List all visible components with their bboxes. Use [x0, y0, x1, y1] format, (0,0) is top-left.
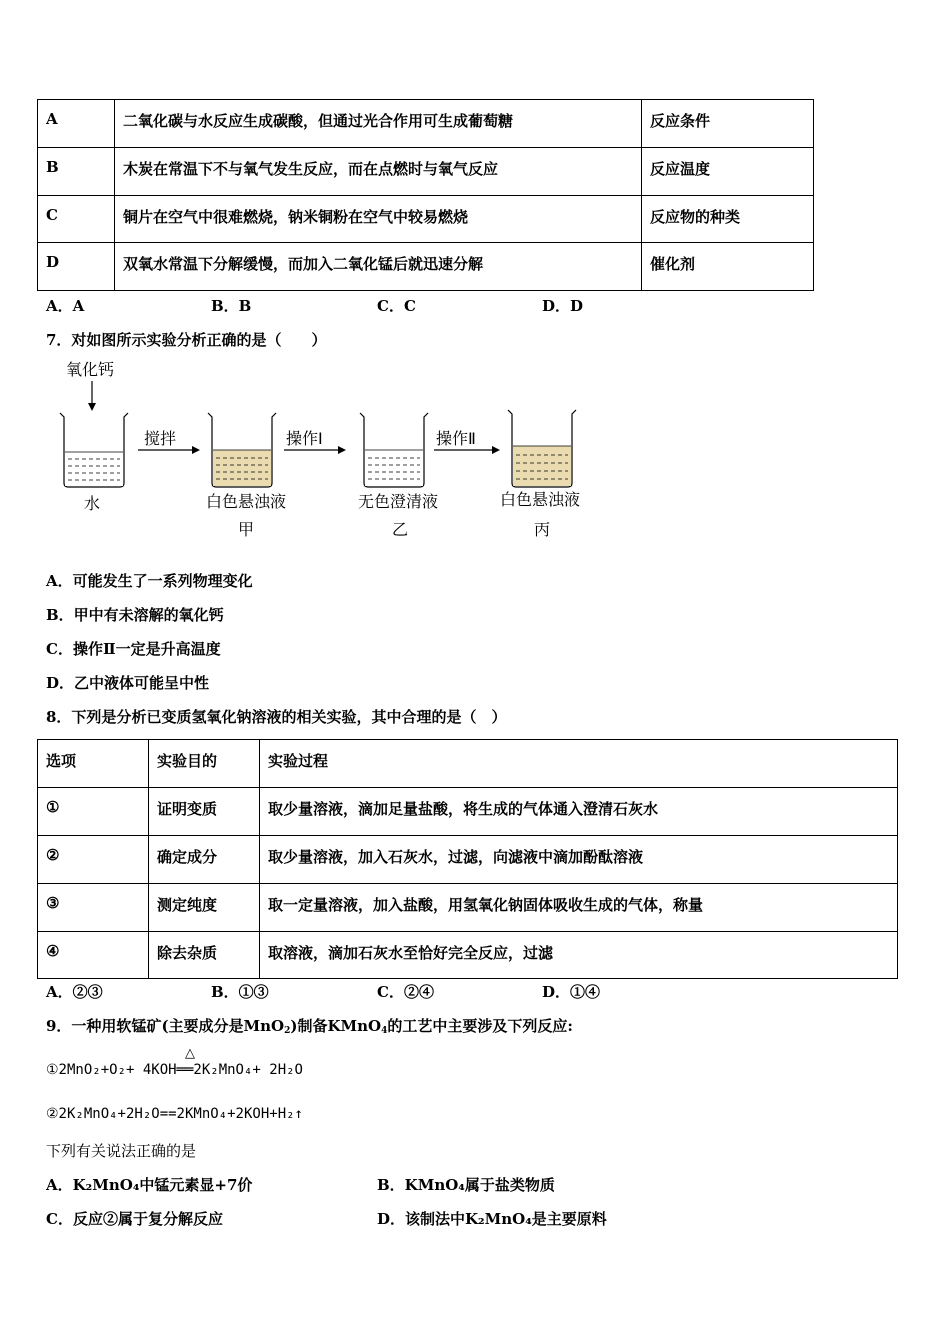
choice-a[interactable]: A．A — [46, 297, 85, 315]
label-water: 水 — [84, 494, 101, 513]
row-process: 取一定量溶液，加入盐酸，用氢氧化钠固体吸收生成的气体，称量 — [260, 884, 898, 932]
label-colorless-clear: 无色澄清液 — [358, 492, 439, 511]
q9-option-c[interactable]: C．反应②属于复分解反应 — [46, 1210, 223, 1228]
q7-option-b[interactable]: B．甲中有未溶解的氧化钙 — [46, 606, 224, 624]
label-yi: 乙 — [392, 520, 409, 539]
label-white-suspension-2: 白色悬浊液 — [500, 490, 581, 509]
table-row — [38, 243, 814, 291]
row-option: ① — [38, 788, 149, 836]
row-option: C — [38, 196, 115, 243]
row-option: ③ — [38, 884, 149, 932]
beaker-water — [60, 413, 128, 487]
row-option: ② — [38, 836, 149, 884]
choice-b[interactable]: B．B — [211, 297, 252, 315]
header-option: 选项 — [38, 740, 149, 788]
beaker-bing — [508, 410, 576, 487]
stem-sub: 2 — [284, 1026, 291, 1036]
table-header-row — [38, 740, 898, 788]
choice-c[interactable]: C．C — [377, 297, 416, 315]
table-row — [38, 100, 814, 148]
row-purpose: 除去杂质 — [149, 932, 260, 979]
question-8-stem: 8．下列是分析已变质氢氧化钠溶液的相关实验，其中合理的是（ ） — [46, 708, 507, 726]
row-option: ④ — [38, 932, 149, 979]
row-purpose: 确定成分 — [149, 836, 260, 884]
label-jia: 甲 — [238, 520, 255, 539]
beaker-yi — [360, 413, 428, 487]
label-bing: 丙 — [534, 520, 551, 539]
q7-option-a[interactable]: A．可能发生了一系列物理变化 — [46, 572, 253, 590]
beaker-jia — [208, 413, 276, 487]
stem-sub: 4 — [381, 1026, 388, 1036]
row-factor: 催化剂 — [642, 243, 814, 291]
label-white-suspension: 白色悬浊液 — [206, 492, 287, 511]
header-process: 实验过程 — [260, 740, 898, 788]
row-phenomenon: 双氧水常温下分解缓慢，而加入二氧化锰后就迅速分解 — [115, 243, 642, 291]
table-row — [38, 196, 814, 243]
q8-choice-a[interactable]: A．②③ — [46, 983, 103, 1001]
row-purpose: 测定纯度 — [149, 884, 260, 932]
row-purpose: 证明变质 — [149, 788, 260, 836]
row-option: A — [38, 100, 115, 148]
stem-part: 9．一种用软锰矿(主要成分是MnO — [46, 1017, 285, 1035]
choice-d[interactable]: D．D — [542, 297, 584, 315]
q8-choice-d[interactable]: D．①④ — [542, 983, 601, 1001]
q7-option-d[interactable]: D．乙中液体可能呈中性 — [46, 674, 210, 692]
stem-part: )制备KMnO — [290, 1017, 382, 1035]
table-row — [38, 932, 898, 979]
step-operation-1: 操作Ⅰ — [286, 429, 323, 448]
table-row — [38, 148, 814, 196]
row-option: B — [38, 148, 115, 196]
experiment-diagram — [50, 355, 610, 550]
table-row — [38, 836, 898, 884]
table-row — [38, 788, 898, 836]
heat-symbol: △ — [185, 1046, 195, 1061]
cao-label: 氧化钙 — [66, 360, 115, 379]
q9-option-d[interactable]: D．该制法中K₂MnO₄是主要原料 — [377, 1210, 607, 1228]
step-stir: 搅拌 — [144, 429, 177, 448]
row-factor: 反应温度 — [642, 148, 814, 196]
factor-table — [37, 99, 814, 291]
q9-option-b[interactable]: B．KMnO₄属于盐类物质 — [377, 1176, 555, 1194]
q7-option-c[interactable]: C．操作Ⅱ一定是升高温度 — [46, 640, 221, 658]
equation-1: ①2MnO₂+O₂+ 4KOH══2K₂MnO₄+ 2H₂O — [46, 1062, 303, 1078]
question-7-stem: 7．对如图所示实验分析正确的是（ ） — [46, 331, 327, 349]
q8-choice-c[interactable]: C．②④ — [377, 983, 434, 1001]
stem-part: 的工艺中主要涉及下列反应: — [387, 1017, 573, 1035]
row-process: 取溶液，滴加石灰水至恰好完全反应，过滤 — [260, 932, 898, 979]
row-factor: 反应条件 — [642, 100, 814, 148]
row-process: 取少量溶液，加入石灰水，过滤，向滤液中滴加酚酞溶液 — [260, 836, 898, 884]
row-process: 取少量溶液，滴加足量盐酸，将生成的气体通入澄清石灰水 — [260, 788, 898, 836]
row-factor: 反应物的种类 — [642, 196, 814, 243]
step-operation-2: 操作Ⅱ — [436, 429, 476, 448]
q9-option-a[interactable]: A．K₂MnO₄中锰元素显+7价 — [46, 1176, 253, 1194]
header-purpose: 实验目的 — [149, 740, 260, 788]
question-9-prompt: 下列有关说法正确的是 — [46, 1142, 197, 1160]
experiment-table — [37, 739, 898, 979]
row-option: D — [38, 243, 115, 291]
row-phenomenon: 铜片在空气中很难燃烧，钠米铜粉在空气中较易燃烧 — [115, 196, 642, 243]
q8-choice-b[interactable]: B．①③ — [211, 983, 269, 1001]
question-9-stem — [46, 1015, 573, 1036]
table-row — [38, 884, 898, 932]
equation-2: ②2K₂MnO₄+2H₂O==2KMnO₄+2KOH+H₂↑ — [46, 1106, 303, 1122]
row-phenomenon: 木炭在常温下不与氧气发生反应，而在点燃时与氧气反应 — [115, 148, 642, 196]
row-phenomenon: 二氧化碳与水反应生成碳酸，但通过光合作用可生成葡萄糖 — [115, 100, 642, 148]
